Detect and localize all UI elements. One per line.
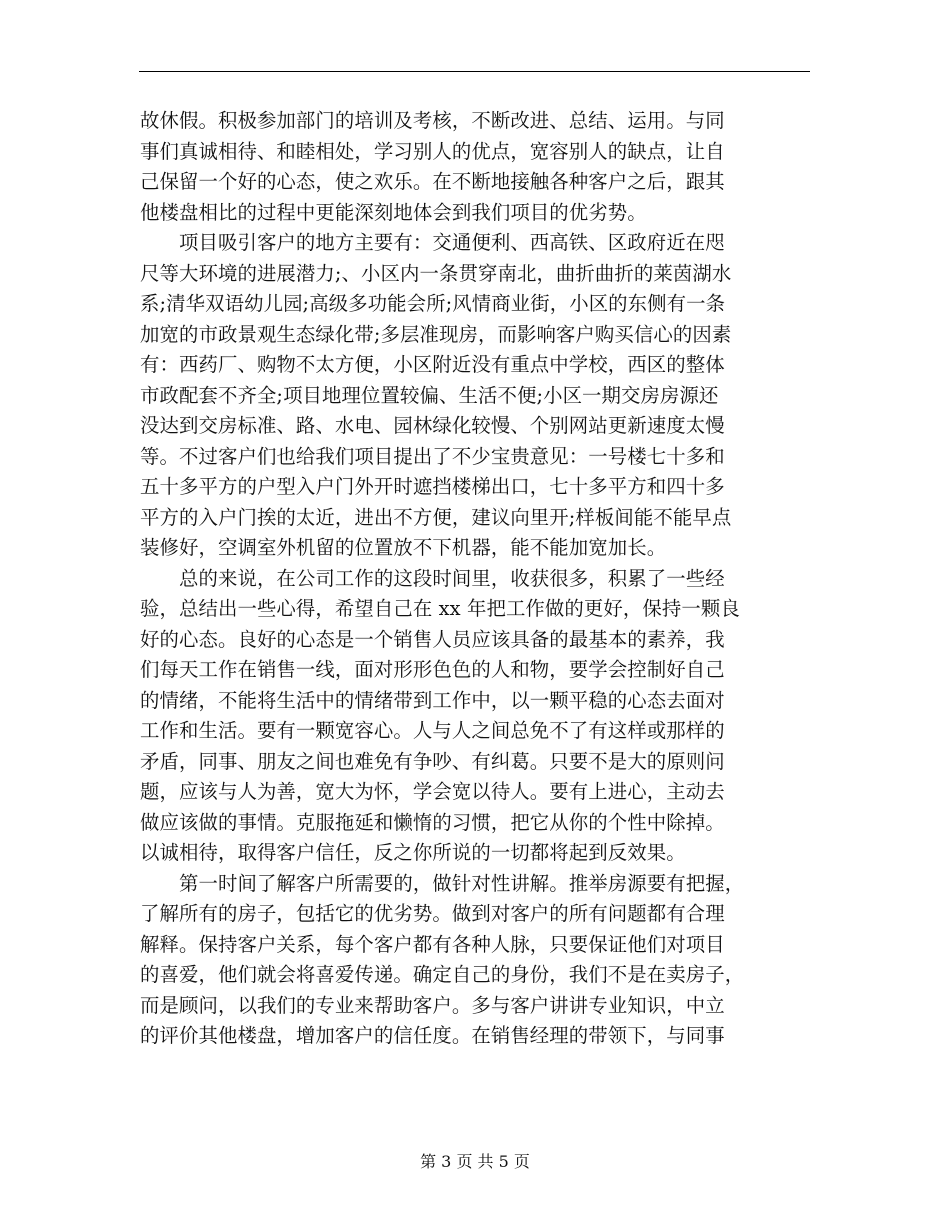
text-line: 己保留一个好的心态，使之欢乐。在不断地接触各种客户之后，跟其 bbox=[140, 170, 725, 193]
text-line: 工作和生活。要有一颗宽容心。人与人之间总免不了有这样或那样的 bbox=[140, 719, 725, 742]
header-rule bbox=[139, 71, 810, 72]
text-line: 故休假。积极参加部门的培训及考核，不断改进、总结、运用。与同 bbox=[140, 109, 725, 132]
text-line: 解释。保持客户关系，每个客户都有各种人脉，只要保证他们对项目 bbox=[140, 932, 725, 956]
text-line: 第一时间了解客户所需要的，做针对性讲解。推举房源要有把握， bbox=[140, 871, 745, 895]
text-line: 尺等大环境的进展潜力;、小区内一条贯穿南北，曲折曲折的莱茵湖水 bbox=[140, 261, 732, 285]
text-line: 五十多平方的户型入户门外开时遮挡楼梯出口，七十多平方和四十多 bbox=[140, 475, 725, 498]
text-line: 以诚相待，取得客户信任，反之你所说的一切都将起到反效果。 bbox=[140, 841, 686, 864]
text-line: 们每天工作在销售一线，面对形形色色的人和物，要学会控制好自己 bbox=[140, 658, 725, 681]
text-line: 项目吸引客户的地方主要有：交通便利、西高铁、区政府近在咫 bbox=[140, 231, 725, 254]
text-line: 做应该做的事情。克服拖延和懒惰的习惯，把它从你的个性中除掉。 bbox=[140, 810, 725, 834]
text-line: 总的来说，在公司工作的这段时间里，收获很多，积累了一些经 bbox=[140, 566, 725, 590]
text-line: 加宽的市政景观生态绿化带;多层准现房，而影响客户购买信心的因素 bbox=[140, 322, 732, 346]
text-line: 验，总结出一些心得，希望自己在 xx 年把工作做的更好，保持一颗良 bbox=[140, 597, 740, 620]
text-line: 的情绪，不能将生活中的情绪带到工作中，以一颗平稳的心态去面对 bbox=[140, 688, 725, 712]
text-line: 没达到交房标准、路、水电、园林绿化较慢、个别网站更新速度太慢 bbox=[140, 414, 725, 437]
text-line: 他楼盘相比的过程中更能深刻地体会到我们项目的优劣势。 bbox=[140, 200, 647, 224]
text-line: 题，应该与人为善，宽大为怀，学会宽以待人。要有上进心，主动去 bbox=[140, 780, 725, 803]
text-line: 有：西药厂、购物不太方便，小区附近没有重点中学校，西区的整体 bbox=[140, 353, 725, 376]
text-line: 了解所有的房子，包括它的优劣势。做到对客户的所有问题都有合理 bbox=[140, 902, 725, 925]
text-line: 市政配套不齐全;项目地理位置较偏、生活不便;小区一期交房房源还 bbox=[140, 383, 719, 407]
text-line: 装修好，空调室外机留的位置放不下机器，能不能加宽加长。 bbox=[140, 536, 667, 559]
page-number: 第 3 页 共 5 页 bbox=[420, 1152, 530, 1171]
text-line: 的喜爱，他们就会将喜爱传递。确定自己的身份，我们不是在卖房子， bbox=[140, 963, 745, 986]
text-line: 平方的入户门挨的太近，进出不方便，建议向里开;样板间能不能早点 bbox=[140, 505, 732, 529]
text-line: 的评价其他楼盘，增加客户的信任度。在销售经理的带领下，与同事 bbox=[140, 1024, 725, 1047]
text-line: 事们真诚相待、和睦相处，学习别人的优点，宽容别人的缺点，让自 bbox=[140, 139, 725, 163]
text-line: 好的心态。良好的心态是一个销售人员应该具备的最基本的素养，我 bbox=[140, 627, 725, 651]
text-line: 矛盾，同事、朋友之间也难免有争吵、有纠葛。只要不是大的原则问 bbox=[140, 749, 725, 773]
text-line: 等。不过客户们也给我们项目提出了不少宝贵意见：一号楼七十多和 bbox=[140, 444, 725, 468]
body-text bbox=[140, 106, 806, 1052]
text-line: 而是顾问，以我们的专业来帮助客户。多与客户讲讲专业知识，中立 bbox=[140, 993, 725, 1017]
text-line: 系;清华双语幼儿园;高级多功能会所;风情商业街，小区的东侧有一条 bbox=[140, 292, 726, 315]
